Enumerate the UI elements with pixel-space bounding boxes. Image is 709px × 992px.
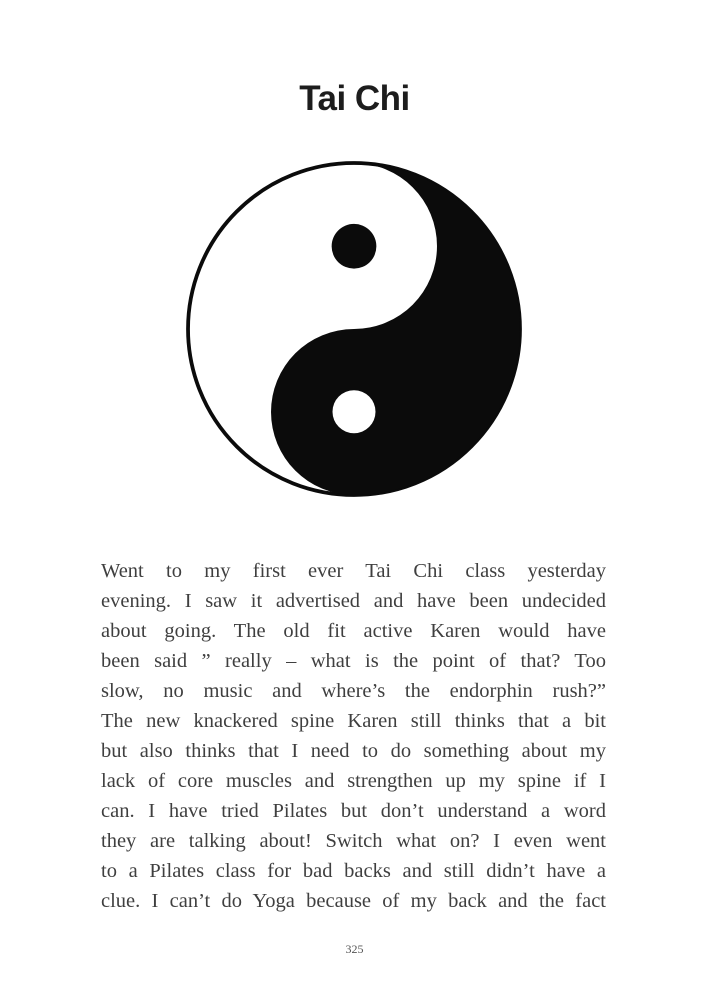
body-text-line: evening. I saw it advertised and have been undecided bbox=[101, 590, 606, 612]
yin-yang-light-dot bbox=[333, 390, 376, 433]
body-text-line: The new knackered spine Karen still thinks that a bit bbox=[101, 710, 606, 732]
body-text-line: about going. The old fit active Karen would have bbox=[101, 620, 606, 642]
body-text-line: slow, no music and where’s the endorphin rush?” bbox=[101, 680, 606, 702]
body-text-line: been said ” really – what is the point of that? Too bbox=[101, 650, 606, 672]
page-title: Tai Chi bbox=[299, 79, 410, 118]
page-number: 325 bbox=[345, 942, 364, 956]
body-text-line: Went to my first ever Tai Chi class yesterday bbox=[101, 560, 606, 582]
body-text-line: lack of core muscles and strengthen up my spine if I bbox=[101, 770, 606, 792]
body-text-line: can. I have tried Pilates but don’t understand a word bbox=[101, 800, 606, 822]
body-text-line: but also thinks that I need to do something about my bbox=[101, 740, 606, 762]
body-paragraph bbox=[101, 556, 606, 916]
body-text-line: to a Pilates class for bad backs and still didn’t have a bbox=[101, 860, 606, 882]
body-text-line: clue. I can’t do Yoga because of my back and the fact bbox=[101, 890, 606, 912]
body-text-line: they are talking about! Switch what on? I even went bbox=[101, 830, 606, 852]
yin-yang-dark-dot bbox=[332, 224, 377, 269]
yin-yang-symbol bbox=[182, 157, 526, 501]
yin-yang-icon bbox=[182, 157, 526, 501]
